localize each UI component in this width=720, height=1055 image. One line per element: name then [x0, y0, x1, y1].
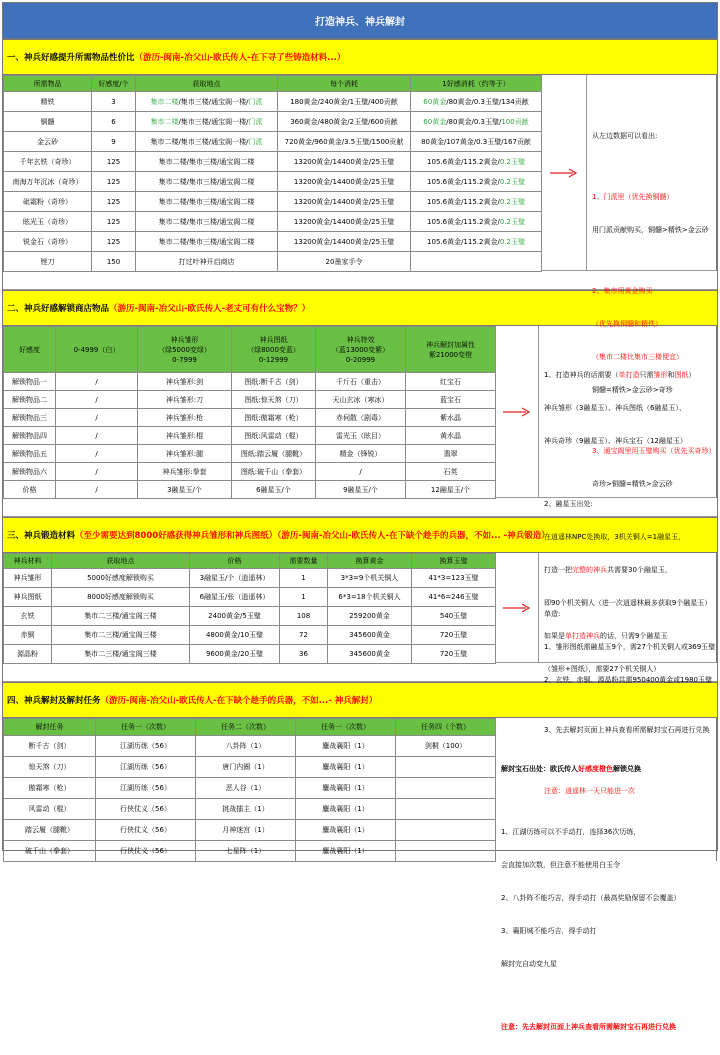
table-cell: 3融星玉/个 — [138, 481, 232, 499]
section-3-title: 三、神兵锻造材料 — [7, 531, 76, 541]
section-1-path: （游历-闽南-冶父山-欧氏传人-在下寻了些铸造材料...） — [134, 53, 346, 63]
col-header: 获取地点 — [52, 554, 190, 569]
table-cell: 9融星玉/个 — [316, 481, 406, 499]
per-favor-cell: 60黄金/80黄金/0.3玉璧/134贡献 — [411, 92, 542, 112]
location-cell: 集市二楼/集市三楼/通宝阁一楼/门派 — [136, 132, 278, 152]
table-cell — [396, 820, 496, 841]
table-row — [4, 92, 542, 112]
table-row — [4, 736, 496, 757]
table-row — [4, 232, 542, 252]
table-cell: 月神迷宫（1） — [196, 820, 296, 841]
table-cell: 恶人谷（1） — [196, 778, 296, 799]
per-favor-cell: 105.6黄金/115.2黄金/0.2玉璧 — [411, 152, 542, 172]
table-cell: 图纸:断千古（剑） — [232, 373, 316, 391]
table-cell: 图纸:破千山（拳套） — [232, 463, 316, 481]
table-cell: 3*3=9个机关铜人 — [328, 569, 412, 588]
col-header: 任务一（次数） — [296, 719, 396, 736]
table-cell: 6*3=18个机关铜人 — [328, 588, 412, 607]
table-cell: 天山玄冰（寒冰） — [316, 391, 406, 409]
per-favor-cell: 105.6黄金/115.2黄金/0.2玉璧 — [411, 192, 542, 212]
table-cell: 鏖战襄阳（1） — [296, 799, 396, 820]
table-cell: 4800黄金/10玉璧 — [190, 626, 280, 645]
item-name: 锉刀 — [4, 252, 92, 272]
table-cell: 江湖历练（56） — [96, 736, 196, 757]
table-row — [4, 409, 496, 427]
table-cell: 价格 — [4, 481, 56, 499]
col-header: 每个消耗 — [278, 76, 411, 92]
col-header: 1好感消耗（约等于） — [411, 76, 542, 92]
item-name: 金云砂 — [4, 132, 92, 152]
favor-value: 9 — [92, 132, 136, 152]
table-cell: 72 — [280, 626, 328, 645]
table-cell: 精金（锋锐） — [316, 445, 406, 463]
table-row — [4, 569, 496, 588]
table-cell: 断千古（剑） — [4, 736, 96, 757]
item-name: 铜髓 — [4, 112, 92, 132]
favor-items-table — [3, 75, 542, 272]
table-cell: 惊天煞（刀） — [4, 757, 96, 778]
cost-cell: 13200黄金/14400黄金/25玉璧 — [278, 232, 411, 252]
table-cell: 踏云履（腿靴） — [4, 820, 96, 841]
table-cell — [396, 757, 496, 778]
table-cell: 解锁物品四 — [4, 427, 56, 445]
table-row — [4, 463, 496, 481]
table-cell: 6融星玉/张（逍遥林） — [190, 588, 280, 607]
location-cell: 集市二楼/集市三楼/通宝阁二楼 — [136, 212, 278, 232]
col-header: 神兵雏形 （绿5000变绿） 0-7999 — [138, 327, 232, 373]
table-cell: 风雷动（棍） — [4, 799, 96, 820]
table-cell: 36 — [280, 645, 328, 664]
per-favor-cell: 80黄金/107黄金/0.3玉璧/167贡献 — [411, 132, 542, 152]
col-header: 解封任务 — [4, 719, 96, 736]
item-name: 南海万年沉冰（奇珍） — [4, 172, 92, 192]
section-4-note: 解封宝石出处：欧氏传人好感度橙色解锁兑换 1、江湖历练可以不手动打，连择36次历练， 会直接加次数，但注意不能使用白玉令 2、八卦阵不能巧吉，得手动打（最高奖励保留不会覆盖） 3、襄阳城不能巧吉，得手动打 解封完自动变九星 注意：先去解封页面上神兵查看所需解封宝石再进行兑换 — [496, 718, 717, 861]
table-cell: / — [56, 445, 138, 463]
forging-materials-table — [3, 553, 496, 664]
table-cell: 源晶粉 — [4, 645, 52, 664]
col-header: 好感度/个 — [92, 76, 136, 92]
unseal-tasks-table — [3, 718, 496, 862]
table-cell: 8000好感度解锁购买 — [52, 588, 190, 607]
col-header: 任务二（次数） — [196, 719, 296, 736]
unlock-items-table — [3, 326, 496, 499]
col-header: 换算黄金 — [328, 554, 412, 569]
table-cell: 江湖历练（56） — [96, 757, 196, 778]
table-row — [4, 192, 542, 212]
table-cell: 6融星玉/个 — [232, 481, 316, 499]
favor-value: 125 — [92, 212, 136, 232]
table-row — [4, 427, 496, 445]
table-cell: 345600黄金 — [328, 645, 412, 664]
table-cell: 1 — [280, 588, 328, 607]
table-row — [4, 391, 496, 409]
table-row — [4, 820, 496, 841]
table-cell: 12融星玉/个 — [406, 481, 496, 499]
table-row — [4, 252, 542, 272]
table-row — [4, 172, 542, 192]
table-cell: 紫水晶 — [406, 409, 496, 427]
table-row — [4, 212, 542, 232]
table-cell: 傲霜寒（枪） — [4, 778, 96, 799]
location-cell: 集市二楼/集市三楼/通宝阁二楼 — [136, 172, 278, 192]
table-row — [4, 132, 542, 152]
cost-cell: 180黄金/240黄金/1玉璧/400贡献 — [278, 92, 411, 112]
col-header: 价格 — [190, 554, 280, 569]
table-cell: / — [316, 463, 406, 481]
table-cell: 108 — [280, 607, 328, 626]
table-cell: 翡翠 — [406, 445, 496, 463]
col-header: 所需物品 — [4, 76, 92, 92]
location-cell: 打过叶神开启商店 — [136, 252, 278, 272]
table-row — [4, 152, 542, 172]
table-row — [4, 588, 496, 607]
table-cell: 神兵雏形:枪 — [138, 409, 232, 427]
favor-value: 125 — [92, 172, 136, 192]
spreadsheet-page — [2, 2, 718, 1031]
col-header: 神兵特效 （蓝13000变紫） 0-20999 — [316, 327, 406, 373]
location-cell: 集市二楼/集市三楼/通宝阁二楼 — [136, 232, 278, 252]
table-cell — [396, 841, 496, 862]
table-cell: 红宝石 — [406, 373, 496, 391]
table-cell: 挑战擂主（1） — [196, 799, 296, 820]
table-cell: 鏖战襄阳（1） — [296, 820, 396, 841]
table-cell — [396, 799, 496, 820]
table-cell: 9600黄金/20玉璧 — [190, 645, 280, 664]
table-cell: 千斤石（重击） — [316, 373, 406, 391]
table-cell: / — [56, 427, 138, 445]
table-row — [4, 481, 496, 499]
col-header: 获取地点 — [136, 76, 278, 92]
arrow-cell — [496, 553, 539, 663]
col-header: 神兵解封加属性 紫21000变橙 — [406, 327, 496, 373]
favor-value: 150 — [92, 252, 136, 272]
per-favor-cell: 105.6黄金/115.2黄金/0.2玉璧 — [411, 212, 542, 232]
table-cell: 259200黄金 — [328, 607, 412, 626]
table-cell: 八卦阵（1） — [196, 736, 296, 757]
table-cell: 5000好感度解锁购买 — [52, 569, 190, 588]
col-header: 任务四（个数） — [396, 719, 496, 736]
col-header: 需要数量 — [280, 554, 328, 569]
table-cell: 解锁物品三 — [4, 409, 56, 427]
favor-value: 3 — [92, 92, 136, 112]
table-cell: / — [56, 391, 138, 409]
col-header: 0-4999（白） — [56, 327, 138, 373]
arrow-cell — [542, 75, 587, 271]
favor-value: 125 — [92, 192, 136, 212]
table-cell: 解锁物品二 — [4, 391, 56, 409]
col-header: 任务一（次数） — [96, 719, 196, 736]
table-cell: 3融星玉/个（逍遥林） — [190, 569, 280, 588]
arrow-cell — [496, 326, 539, 498]
cost-cell: 13200黄金/14400黄金/25玉璧 — [278, 212, 411, 232]
table-cell: 破千山（拳套） — [4, 841, 96, 862]
table-cell: 1 — [280, 569, 328, 588]
table-cell: 神兵图纸 — [4, 588, 52, 607]
right-arrow-icon — [502, 603, 532, 613]
table-cell: 江湖历练（56） — [96, 778, 196, 799]
section-1-title: 一、神兵好感提升所需物品性价比 — [7, 53, 135, 63]
right-arrow-icon — [502, 407, 532, 417]
item-name: 千年玄铁（奇珍） — [4, 152, 92, 172]
table-cell: 唐门内圈（1） — [196, 757, 296, 778]
table-cell: 蓝宝石 — [406, 391, 496, 409]
table-row — [4, 626, 496, 645]
table-row — [4, 373, 496, 391]
table-cell: 集市二三楼/通宝阁三楼 — [52, 626, 190, 645]
table-row — [4, 607, 496, 626]
section-4-path: （游历-闽南-冶父山-欧氏传人-在下缺个趁手的兵器，不如...- 神兵解封） — [100, 696, 378, 706]
item-name: 精铁 — [4, 92, 92, 112]
table-cell: 720玉璧 — [412, 626, 496, 645]
col-header: 神兵材料 — [4, 554, 52, 569]
table-cell: 2400黄金/5玉璧 — [190, 607, 280, 626]
table-cell: 神兵雏形:棍 — [138, 427, 232, 445]
table-cell: 行侠仗义（56） — [96, 799, 196, 820]
section-4-body — [3, 718, 717, 1031]
table-cell: 行侠仗义（56） — [96, 820, 196, 841]
cost-cell: 360黄金/480黄金/2玉璧/600贡献 — [278, 112, 411, 132]
table-row — [4, 778, 496, 799]
item-name: 砒霜粉（奇珍） — [4, 192, 92, 212]
cost-cell: 13200黄金/14400黄金/25玉璧 — [278, 152, 411, 172]
table-cell: 图纸:惊天煞（刀） — [232, 391, 316, 409]
location-cell: 集市二楼/集市三楼/通宝阁二楼 — [136, 152, 278, 172]
per-favor-cell — [411, 252, 542, 272]
table-row — [4, 757, 496, 778]
table-cell: 神兵雏形:拳套 — [138, 463, 232, 481]
favor-value: 125 — [92, 232, 136, 252]
item-name: 眩光玉（奇珍） — [4, 212, 92, 232]
section-4-title: 四、神兵解封及解封任务 — [7, 696, 101, 706]
table-cell: 神兵雏形:剑 — [138, 373, 232, 391]
table-cell: 540玉璧 — [412, 607, 496, 626]
cost-cell: 13200黄金/14400黄金/25玉璧 — [278, 172, 411, 192]
table-cell: 行侠仗义（56） — [96, 841, 196, 862]
table-row — [4, 799, 496, 820]
favor-value: 6 — [92, 112, 136, 132]
section-3-note: 单造: 1、雏形图纸需融星玉9个，需27个机关铜人或369玉璧 2、玄铁、赤铜、源晶粉共需950400黄金或1980玉璧 — [539, 553, 717, 663]
table-cell: / — [56, 463, 138, 481]
col-header: 换算玉璧 — [412, 554, 496, 569]
location-cell: 集市二楼/集市三楼/通宝阁一楼/门派 — [136, 92, 278, 112]
page-title: 打造神兵、神兵解封 — [3, 3, 717, 39]
section-2-note: 1、打造神兵的话需要（单打造只需雏形和图纸） 神兵雏形（3融星玉）、神兵图纸（6融星玉）、 神兵奇珍（9融星玉）、神兵宝石（12融星玉） 2、融星玉出处: 在逍遥林NPC处换取，3机关铜人=1融星玉， 打造一把完整的神兵共需要30个融星玉， 即90个机关铜人（进一次逍遥林最多获取9个融星玉） 如果是单打造神兵的话，只需9个融星玉 （雏形+图纸），需要27个机关铜人） 3、先去解封页面上神兵查看所需解封宝石再进行兑换 注意：逍遥林一天只能进一次 — [539, 326, 717, 498]
section-1-note: 从左边数据可以看出: 1、门派里（优先换铜髓） 用门派贡献购买，铜髓>精铁>金云砂 2、集市用黄金购买 （优先换铜髓和精铁） （集市二楼比集市三楼便宜） 铜髓=精铁>金云砂>奇珍 3、通宝阁里用玉璧购买（优先买奇珍） 奇珍>铜髓=精铁>金云砂 — [587, 75, 717, 271]
location-cell: 集市二楼/集市三楼/通宝阁一楼/门派 — [136, 112, 278, 132]
cost-cell: 20墨家手令 — [278, 252, 411, 272]
table-cell: 解锁物品五 — [4, 445, 56, 463]
item-name: 锐金石（奇珍） — [4, 232, 92, 252]
table-cell: 鏖战襄阳（1） — [296, 778, 396, 799]
table-cell: 41*3=123玉璧 — [412, 569, 496, 588]
table-cell: 345600黄金 — [328, 626, 412, 645]
per-favor-cell: 105.6黄金/115.2黄金/0.2玉璧 — [411, 232, 542, 252]
per-favor-cell: 60黄金/80黄金/0.3玉璧/100贡献 — [411, 112, 542, 132]
table-cell — [396, 778, 496, 799]
table-cell: 41*6=246玉璧 — [412, 588, 496, 607]
section-3-path: （至少需要达到8000好感获得神兵雏形和神兵图纸）（游历-闽南-冶父山-欧氏传人-在下缺个趁手的兵器，不如... -神兵锻造） — [75, 531, 550, 541]
table-cell: 黄水晶 — [406, 427, 496, 445]
table-row — [4, 841, 496, 862]
table-cell: 720玉璧 — [412, 645, 496, 664]
table-cell: 集市二三楼/通宝阁三楼 — [52, 645, 190, 664]
table-cell: 图纸:傲霜寒（枪） — [232, 409, 316, 427]
per-favor-cell: 105.6黄金/115.2黄金/0.2玉璧 — [411, 172, 542, 192]
table-cell: / — [56, 409, 138, 427]
table-row — [4, 645, 496, 664]
table-cell: 解锁物品六 — [4, 463, 56, 481]
table-cell: 玄铁 — [4, 607, 52, 626]
table-cell: 图纸:踏云履（腿靴） — [232, 445, 316, 463]
col-header: 好感度 — [4, 327, 56, 373]
cost-cell: 720黄金/960黄金/3.5玉璧/1500贡献 — [278, 132, 411, 152]
table-cell: 赤铜 — [4, 626, 52, 645]
table-cell: 解锁物品一 — [4, 373, 56, 391]
table-row — [4, 445, 496, 463]
section-1-header — [3, 39, 717, 75]
table-cell: 石英 — [406, 463, 496, 481]
table-cell: 雷光玉（眩目） — [316, 427, 406, 445]
table-cell: / — [56, 481, 138, 499]
table-cell: 图纸:风雷动（棍） — [232, 427, 316, 445]
table-cell: 神兵雏形:刀 — [138, 391, 232, 409]
section-2-title: 二、神兵好感解锁商店物品 — [7, 304, 110, 314]
section-3-body — [3, 553, 717, 684]
table-cell: 集市二三楼/通宝阁三楼 — [52, 607, 190, 626]
table-cell: 七星阵（1） — [196, 841, 296, 862]
col-header: 神兵图纸 （绿8000变蓝） 0-12999 — [232, 327, 316, 373]
favor-value: 125 — [92, 152, 136, 172]
cost-cell: 13200黄金/14400黄金/25玉璧 — [278, 192, 411, 212]
location-cell: 集市二楼/集市三楼/通宝阁二楼 — [136, 192, 278, 212]
table-cell: 神兵雏形:腿 — [138, 445, 232, 463]
table-row — [4, 112, 542, 132]
section-2-path: （游历-闽南-冶父山-欧氏传人-老丈可有什么宝物？） — [109, 304, 311, 314]
table-cell: 鏖战襄阳（1） — [296, 736, 396, 757]
table-cell: 赤伺散（剧毒） — [316, 409, 406, 427]
table-cell: / — [56, 373, 138, 391]
table-cell: 鏖战襄阳（1） — [296, 757, 396, 778]
table-cell: 剑桐（100） — [396, 736, 496, 757]
table-cell: 神兵雏形 — [4, 569, 52, 588]
right-arrow-icon — [549, 168, 579, 178]
table-cell: 鏖战襄阳（1） — [296, 841, 396, 862]
